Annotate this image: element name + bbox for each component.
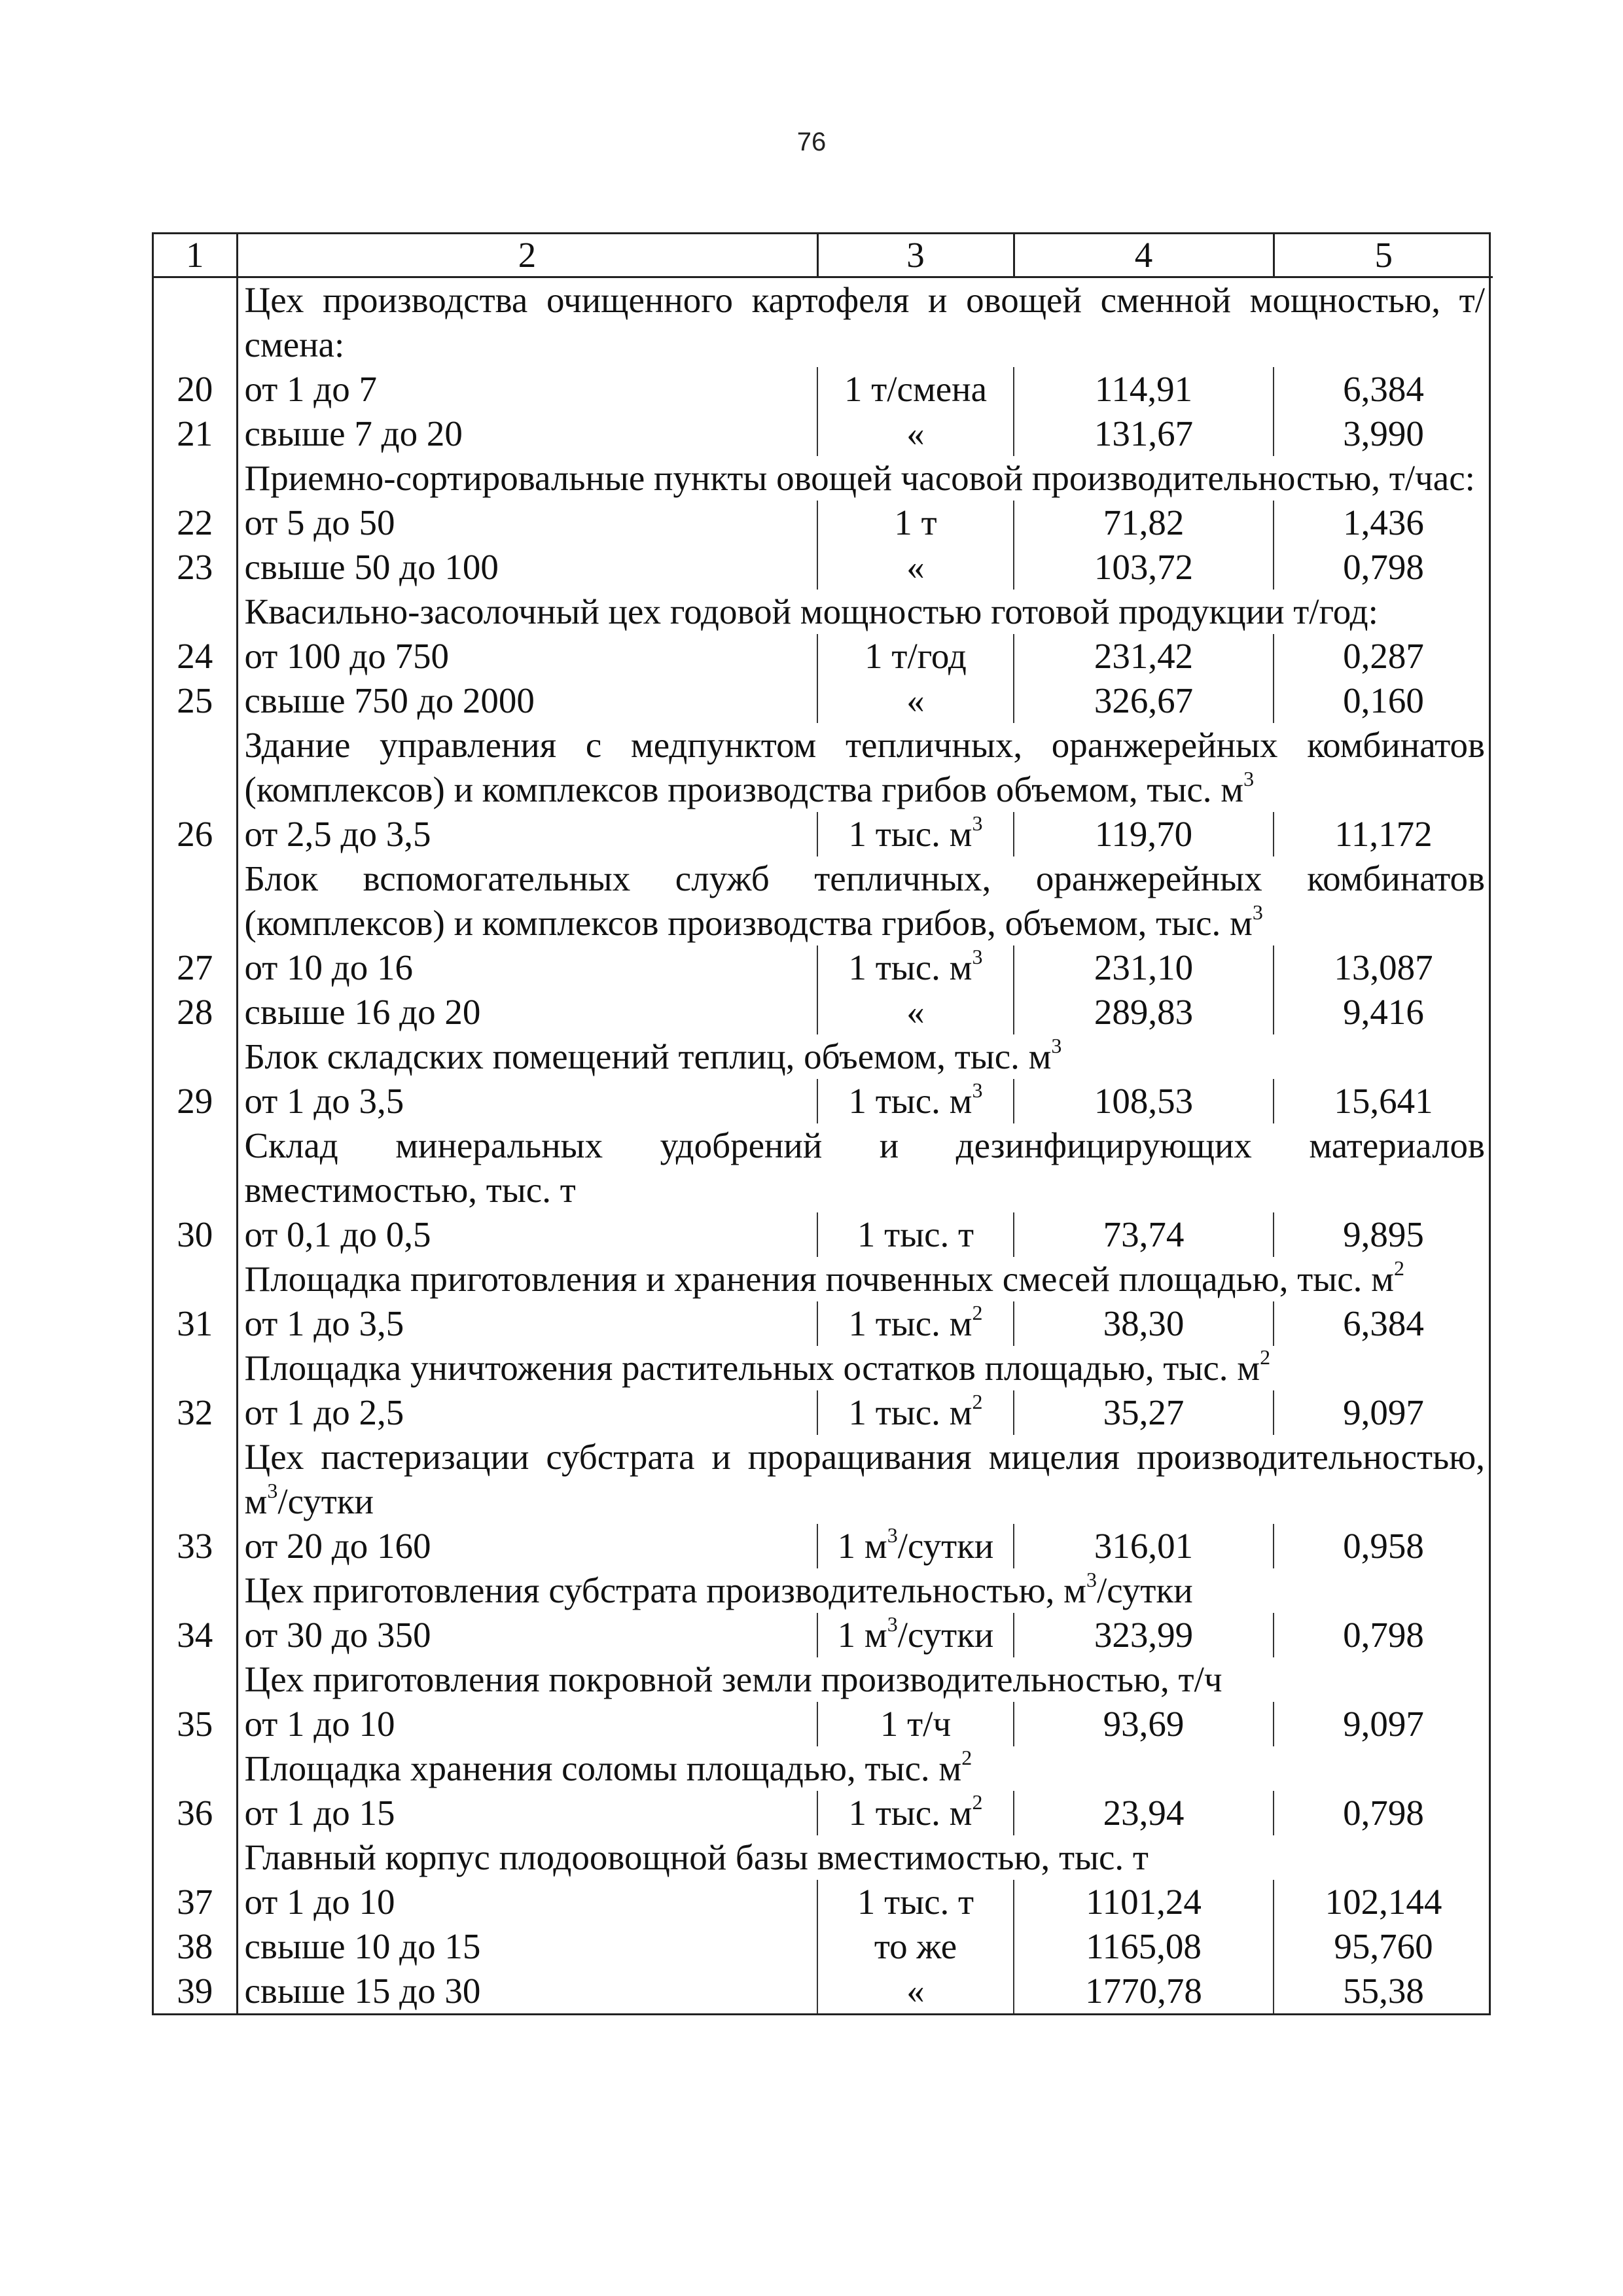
cost-cell: 108,53: [1014, 1079, 1274, 1123]
unit-text: 1 т/ч: [880, 1704, 952, 1744]
group-title-superscript: 3: [1243, 767, 1255, 790]
unit-text: 1 т/смена: [844, 369, 988, 409]
row-number: 26: [154, 812, 237, 857]
unit-text: 1 тыс. т: [857, 1214, 974, 1254]
group-title-row: [154, 1123, 1493, 1212]
row-number: 28: [154, 990, 237, 1034]
group-title-superscript: 2: [1393, 1256, 1404, 1280]
unit-tail: /сутки: [897, 1526, 994, 1566]
group-title: [237, 1746, 1493, 1791]
row-number: 35: [154, 1702, 237, 1746]
group-title-superscript: 3: [1051, 1034, 1062, 1057]
increment-cell: 95,760: [1334, 1926, 1433, 1966]
table-row: [154, 679, 1493, 723]
row-number: 29: [154, 1079, 237, 1123]
group-title: [237, 1568, 1493, 1613]
table-row: [154, 412, 1493, 456]
unit-text: 1 тыс. м: [848, 947, 972, 987]
row-number: 20: [154, 367, 237, 412]
unit-text: 1 тыс. м: [848, 1303, 972, 1343]
group-title-row: [154, 1835, 1493, 1880]
increment-cell: 9,895: [1343, 1214, 1424, 1254]
row-number: 23: [154, 545, 237, 590]
row-number-empty: [154, 277, 237, 368]
unit-cell: [817, 1969, 1014, 2013]
group-title-row: [154, 1034, 1493, 1079]
row-number: 32: [154, 1390, 237, 1435]
unit-text: то же: [874, 1926, 957, 1966]
unit-cell: [817, 1079, 1014, 1123]
group-title-text: Цех приготовления субстрата производительностью, м: [244, 1570, 1086, 1610]
unit-superscript: 3: [887, 1612, 898, 1636]
increment-cell: 102,144: [1325, 1882, 1442, 1922]
unit-text: «: [906, 547, 925, 587]
increment-cell: 0,160: [1343, 680, 1424, 720]
range-cell: свыше 10 до 15: [237, 1924, 817, 1969]
cost-cell: 326,67: [1014, 679, 1274, 723]
unit-cell: [817, 1301, 1014, 1346]
group-title-text: Приемно-сортировальные пункты овощей часовой производительностью, т/час:: [244, 458, 1475, 498]
row-number-empty: [154, 1568, 237, 1613]
range-cell: от 1 до 2,5: [237, 1390, 817, 1435]
table-row: [154, 1079, 1493, 1123]
table-row: [154, 1524, 1493, 1568]
range-cell: свыше 16 до 20: [237, 990, 817, 1034]
group-title: [237, 1257, 1493, 1301]
range-cell: свыше 50 до 100: [237, 545, 817, 590]
group-title-text: Склад минеральных удобрений и дезинфицирующих материалов вместимостью, тыс. т: [244, 1125, 1485, 1210]
table-row: [154, 1791, 1493, 1835]
range-cell: от 1 до 3,5: [237, 1301, 817, 1346]
group-title: [237, 456, 1493, 501]
unit-cell: [817, 1924, 1014, 1969]
unit-superscript: 3: [972, 811, 983, 835]
group-title-superscript: 3: [1252, 900, 1263, 924]
row-number: 22: [154, 501, 237, 545]
row-number: 36: [154, 1791, 237, 1835]
increment-cell: 0,798: [1343, 547, 1424, 587]
range-cell: от 1 до 15: [237, 1791, 817, 1835]
row-number-empty: [154, 1746, 237, 1791]
increment-cell: 13,087: [1334, 947, 1433, 987]
table-row: [154, 1613, 1493, 1657]
range-cell: от 5 до 50: [237, 501, 817, 545]
unit-cell: [817, 1880, 1014, 1924]
group-title-text: Цех пастеризации субстрата и проращивания мицелия производительностью, м: [244, 1437, 1485, 1521]
range-cell: от 1 до 3,5: [237, 1079, 817, 1123]
row-number: 33: [154, 1524, 237, 1568]
table-row: [154, 1924, 1493, 1969]
cost-cell: 316,01: [1014, 1524, 1274, 1568]
header-col-2: 2: [237, 234, 817, 277]
row-number-empty: [154, 456, 237, 501]
unit-text: 1 тыс. м: [848, 1081, 972, 1121]
row-number: 27: [154, 945, 237, 990]
table-row: [154, 634, 1493, 679]
unit-text: 1 тыс. м: [848, 814, 972, 854]
cost-cell: 131,67: [1014, 412, 1274, 456]
row-number: 21: [154, 412, 237, 456]
cost-cell: 323,99: [1014, 1613, 1274, 1657]
cost-cell: 119,70: [1014, 812, 1274, 857]
group-title-row: [154, 277, 1493, 368]
unit-text: 1 м: [837, 1526, 887, 1566]
range-cell: свыше 7 до 20: [237, 412, 817, 456]
header-col-4: 4: [1014, 234, 1274, 277]
unit-superscript: 3: [972, 1078, 983, 1102]
table-row: [154, 812, 1493, 857]
group-title-superscript: 2: [961, 1746, 972, 1769]
unit-cell: [817, 945, 1014, 990]
group-title: [237, 1657, 1493, 1702]
group-title-text: Площадка уничтожения растительных остатков площадью, тыс. м: [244, 1348, 1260, 1388]
increment-cell: 55,38: [1343, 1971, 1424, 2011]
table-row: [154, 1212, 1493, 1257]
row-number-empty: [154, 1346, 237, 1390]
cost-cell: 231,10: [1014, 945, 1274, 990]
table-row: [154, 1969, 1493, 2013]
header-col-1: 1: [154, 234, 237, 277]
header-col-5: 5: [1274, 234, 1493, 277]
unit-text: «: [906, 414, 925, 453]
group-title: [237, 857, 1493, 945]
row-number: 30: [154, 1212, 237, 1257]
unit-text: 1 т/год: [865, 636, 967, 676]
increment-cell: 9,097: [1343, 1704, 1424, 1744]
unit-superscript: 3: [972, 945, 983, 968]
group-title: [237, 723, 1493, 812]
unit-cell: [817, 545, 1014, 590]
group-title-text: Квасильно-засолочный цех годовой мощностью готовой продукции т/год:: [244, 592, 1378, 631]
group-title: [237, 1123, 1493, 1212]
group-title-text: Блок складских помещений теплиц, объемом, тыс. м: [244, 1036, 1052, 1076]
increment-cell: 11,172: [1334, 814, 1433, 854]
range-cell: от 2,5 до 3,5: [237, 812, 817, 857]
increment-cell: 1,436: [1343, 503, 1424, 542]
cost-cell: 93,69: [1014, 1702, 1274, 1746]
row-number-empty: [154, 1257, 237, 1301]
group-title-text: Блок вспомогательных служб тепличных, оранжерейных комбинатов (комплексов) и комплексов производства грибов, объемом, тыс. м: [244, 858, 1485, 943]
unit-text: «: [906, 992, 925, 1032]
unit-cell: [817, 634, 1014, 679]
unit-text: 1 м: [837, 1615, 887, 1655]
unit-superscript: 2: [972, 1301, 983, 1324]
increment-cell: 15,641: [1334, 1081, 1433, 1121]
group-title-row: [154, 1657, 1493, 1702]
table-row: [154, 545, 1493, 590]
range-cell: от 1 до 10: [237, 1702, 817, 1746]
row-number: 39: [154, 1969, 237, 2013]
group-title-row: [154, 1435, 1493, 1524]
table-body: [154, 277, 1493, 2014]
row-number-empty: [154, 590, 237, 634]
unit-cell: [817, 679, 1014, 723]
norms-table: [152, 232, 1491, 2015]
unit-tail: /сутки: [897, 1615, 994, 1655]
unit-superscript: 2: [972, 1390, 983, 1413]
unit-cell: [817, 501, 1014, 545]
unit-text: «: [906, 680, 925, 720]
group-title-row: [154, 1746, 1493, 1791]
table-row: [154, 1880, 1493, 1924]
group-title-text: Цех производства очищенного картофеля и овощей сменной мощностью, т/смена:: [244, 280, 1485, 364]
row-number: 37: [154, 1880, 237, 1924]
group-title-row: [154, 1257, 1493, 1301]
row-number-empty: [154, 1835, 237, 1880]
range-cell: от 1 до 10: [237, 1880, 817, 1924]
range-cell: от 100 до 750: [237, 634, 817, 679]
table-row: [154, 945, 1493, 990]
group-title-text: Цех приготовления покровной земли производительностью, т/ч: [244, 1659, 1222, 1699]
increment-cell: 9,097: [1343, 1392, 1424, 1432]
unit-cell: [817, 812, 1014, 857]
range-cell: от 10 до 16: [237, 945, 817, 990]
row-number: 38: [154, 1924, 237, 1969]
range-cell: от 0,1 до 0,5: [237, 1212, 817, 1257]
group-title-row: [154, 1568, 1493, 1613]
unit-cell: [817, 1613, 1014, 1657]
row-number-empty: [154, 723, 237, 812]
group-title-superscript: 3: [267, 1479, 278, 1502]
unit-cell: [817, 412, 1014, 456]
cost-cell: 103,72: [1014, 545, 1274, 590]
increment-cell: 3,990: [1343, 414, 1424, 453]
group-title-row: [154, 723, 1493, 812]
cost-cell: 1101,24: [1014, 1880, 1274, 1924]
group-title-superscript: 2: [1260, 1345, 1271, 1369]
row-number-empty: [154, 1657, 237, 1702]
table-row: [154, 990, 1493, 1034]
increment-cell: 6,384: [1343, 369, 1424, 409]
increment-cell: 0,958: [1343, 1526, 1424, 1566]
unit-cell: [817, 1791, 1014, 1835]
group-title: [237, 277, 1493, 368]
cost-cell: 23,94: [1014, 1791, 1274, 1835]
group-title-row: [154, 590, 1493, 634]
group-title-text: Площадка хранения соломы площадью, тыс. м: [244, 1748, 962, 1788]
range-cell: от 1 до 7: [237, 367, 817, 412]
unit-cell: [817, 1212, 1014, 1257]
row-number: 31: [154, 1301, 237, 1346]
row-number: 34: [154, 1613, 237, 1657]
unit-cell: [817, 990, 1014, 1034]
unit-superscript: 2: [972, 1790, 983, 1814]
group-title-text: Здание управления с медпунктом тепличных, оранжерейных комбинатов (комплексов) и комплексов производства грибов объемом, тыс. м: [244, 725, 1485, 809]
unit-text: «: [906, 1971, 925, 2011]
range-cell: от 30 до 350: [237, 1613, 817, 1657]
group-title-superscript: 3: [1086, 1568, 1097, 1591]
group-title: [237, 1034, 1493, 1079]
unit-superscript: 3: [887, 1523, 898, 1547]
table-row: [154, 1301, 1493, 1346]
unit-cell: [817, 1524, 1014, 1568]
cost-cell: 35,27: [1014, 1390, 1274, 1435]
group-title: [237, 1835, 1493, 1880]
increment-cell: 0,798: [1343, 1793, 1424, 1833]
table-row: [154, 1702, 1493, 1746]
unit-text: 1 т: [894, 503, 937, 542]
row-number-empty: [154, 1034, 237, 1079]
cost-cell: 71,82: [1014, 501, 1274, 545]
unit-text: 1 тыс. т: [857, 1882, 974, 1922]
table-row: [154, 367, 1493, 412]
unit-text: 1 тыс. м: [848, 1793, 972, 1833]
group-title: [237, 1435, 1493, 1524]
group-title: [237, 590, 1493, 634]
table-row: [154, 1390, 1493, 1435]
increment-cell: 9,416: [1343, 992, 1424, 1032]
group-title: [237, 1346, 1493, 1390]
range-cell: свыше 15 до 30: [237, 1969, 817, 2013]
group-title-row: [154, 1346, 1493, 1390]
cost-cell: 114,91: [1014, 367, 1274, 412]
cost-cell: 1165,08: [1014, 1924, 1274, 1969]
group-title-tail: /сутки: [277, 1481, 374, 1521]
group-title-row: [154, 857, 1493, 945]
row-number: 25: [154, 679, 237, 723]
cost-cell: 73,74: [1014, 1212, 1274, 1257]
unit-cell: [817, 367, 1014, 412]
group-title-row: [154, 456, 1493, 501]
cost-cell: 1770,78: [1014, 1969, 1274, 2013]
cost-cell: 231,42: [1014, 634, 1274, 679]
cost-cell: 38,30: [1014, 1301, 1274, 1346]
cost-cell: 289,83: [1014, 990, 1274, 1034]
increment-cell: 0,287: [1343, 636, 1424, 676]
page-number: 76: [796, 128, 827, 156]
row-number-empty: [154, 1123, 237, 1212]
range-cell: от 20 до 160: [237, 1524, 817, 1568]
header-row: [154, 234, 1493, 277]
table-row: [154, 501, 1493, 545]
increment-cell: 0,798: [1343, 1615, 1424, 1655]
row-number: 24: [154, 634, 237, 679]
unit-text: 1 тыс. м: [848, 1392, 972, 1432]
group-title-tail: /сутки: [1096, 1570, 1193, 1610]
row-number-empty: [154, 1435, 237, 1524]
increment-cell: 6,384: [1343, 1303, 1424, 1343]
unit-cell: [817, 1390, 1014, 1435]
header-col-3: 3: [817, 234, 1014, 277]
range-cell: свыше 750 до 2000: [237, 679, 817, 723]
group-title-text: Главный корпус плодоовощной базы вместимостью, тыс. т: [244, 1837, 1149, 1877]
group-title-text: Площадка приготовления и хранения почвенных смесей площадью, тыс. м: [244, 1259, 1394, 1299]
row-number-empty: [154, 857, 237, 945]
unit-cell: [817, 1702, 1014, 1746]
